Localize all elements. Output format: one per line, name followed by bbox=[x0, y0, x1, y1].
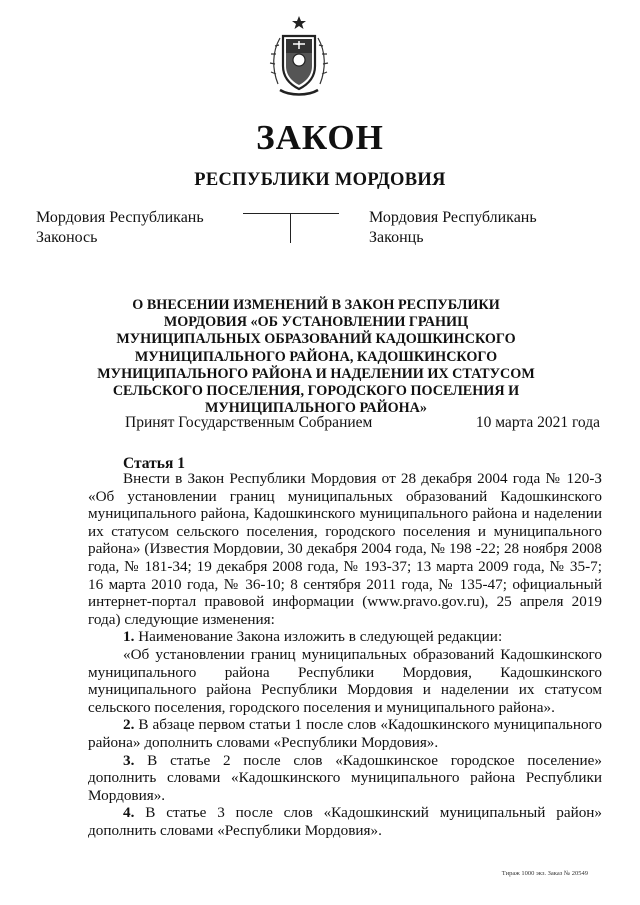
print-run-note: Тираж 1000 экз. Заказ № 20549 bbox=[501, 870, 588, 877]
item-4-number: 4. bbox=[123, 804, 135, 822]
item-1 bbox=[88, 628, 602, 646]
item-3 bbox=[88, 752, 602, 805]
item-4-text: В статье 3 после слов «Кадошкинский муниципальный район» дополнить словами «Республики Мордовия». bbox=[88, 804, 603, 839]
item-3-text: В статье 2 после слов «Кадошкинское городское поселение» дополнить словами «Кадошкинского муниципального района Республики Мордовия». bbox=[88, 751, 603, 804]
adopted-date: 10 марта 2021 года bbox=[475, 414, 600, 431]
erzya-title bbox=[369, 208, 537, 248]
erzya-line-2: Законць bbox=[369, 229, 424, 246]
item-2-text: В абзаце первом статьи 1 после слов «Кадошкинского муниципального района» дополнить словами «Республики Мордовия». bbox=[88, 716, 602, 751]
item-1-number: 1. bbox=[123, 628, 135, 646]
coat-of-arms-emblem bbox=[268, 14, 330, 100]
header-divider-vertical bbox=[290, 213, 291, 243]
moksha-line-1: Мордовия Республикань bbox=[36, 209, 204, 226]
law-name-heading: О ВНЕСЕНИИ ИЗМЕНЕНИЙ В ЗАКОН РЕСПУБЛИКИ МОРДОВИЯ «ОБ УСТАНОВЛЕНИИ ГРАНИЦ МУНИЦИПАЛЬНЫХ ОБРАЗОВАНИЙ КАДОШКИНСКОГО МУНИЦИПАЛЬНОГО РАЙОНА, КАДОШКИНСКОГО МУНИЦИПАЛЬНОГО РАЙОНА И НАДЕЛЕНИИ ИХ СТАТУСОМ СЕЛЬСКОГО ПОСЕЛЕНИЯ, ГОРОДСКОГО ПОСЕЛЕНИЯ И МУНИЦИПАЛЬНОГО РАЙОНА» bbox=[97, 297, 535, 417]
moksha-title bbox=[36, 208, 204, 248]
article-heading: Статья 1 bbox=[123, 455, 185, 472]
item-3-number: 3. bbox=[123, 751, 135, 769]
adopted-label: Принят Государственным Собранием bbox=[125, 414, 373, 431]
header-divider-horizontal bbox=[243, 213, 339, 214]
article-intro: Внести в Закон Республики Мордовия от 28 декабря 2004 года № 120-З «Об установлении границ муниципальных образований Кадошкинского муниципального района, Кадошкинского муниципального района и наделении их статусом сельского поселения, городского поселения и муниципального района» (Известия Мордовии, 30 декабря 2004 года, № 198 -22; 28 ноября 2008 года, № 181-34; 19 декабря 2008 года, № 193-37; 13 марта 2009 года, № 35-7; 16 марта 2010 года, № 36-10; 8 сентября 2011 года, № 135-47; официальный интернет-портал правовой информации (www.pravo.gov.ru), 25 апреля 2019 года) следующие изменения: bbox=[88, 470, 602, 628]
moksha-line-2: Законось bbox=[36, 229, 98, 246]
item-4 bbox=[88, 804, 602, 839]
document-title: ЗАКОН bbox=[256, 118, 384, 157]
item-1-quote: «Об установлении границ муниципальных образований Кадошкинского муниципального района Республики Мордовия, Кадошкинского муниципального района Республики Мордовия и наделении их статусом сельского поселения, городского поселения и муниципального района». bbox=[88, 645, 602, 716]
erzya-line-1: Мордовия Республикань bbox=[369, 209, 537, 226]
item-2-number: 2. bbox=[123, 716, 135, 734]
document-subtitle: РЕСПУБЛИКИ МОРДОВИЯ bbox=[194, 170, 446, 190]
article-body bbox=[88, 470, 602, 839]
item-1-text: Наименование Закона изложить в следующей редакции: bbox=[138, 628, 503, 646]
item-2 bbox=[88, 716, 602, 751]
